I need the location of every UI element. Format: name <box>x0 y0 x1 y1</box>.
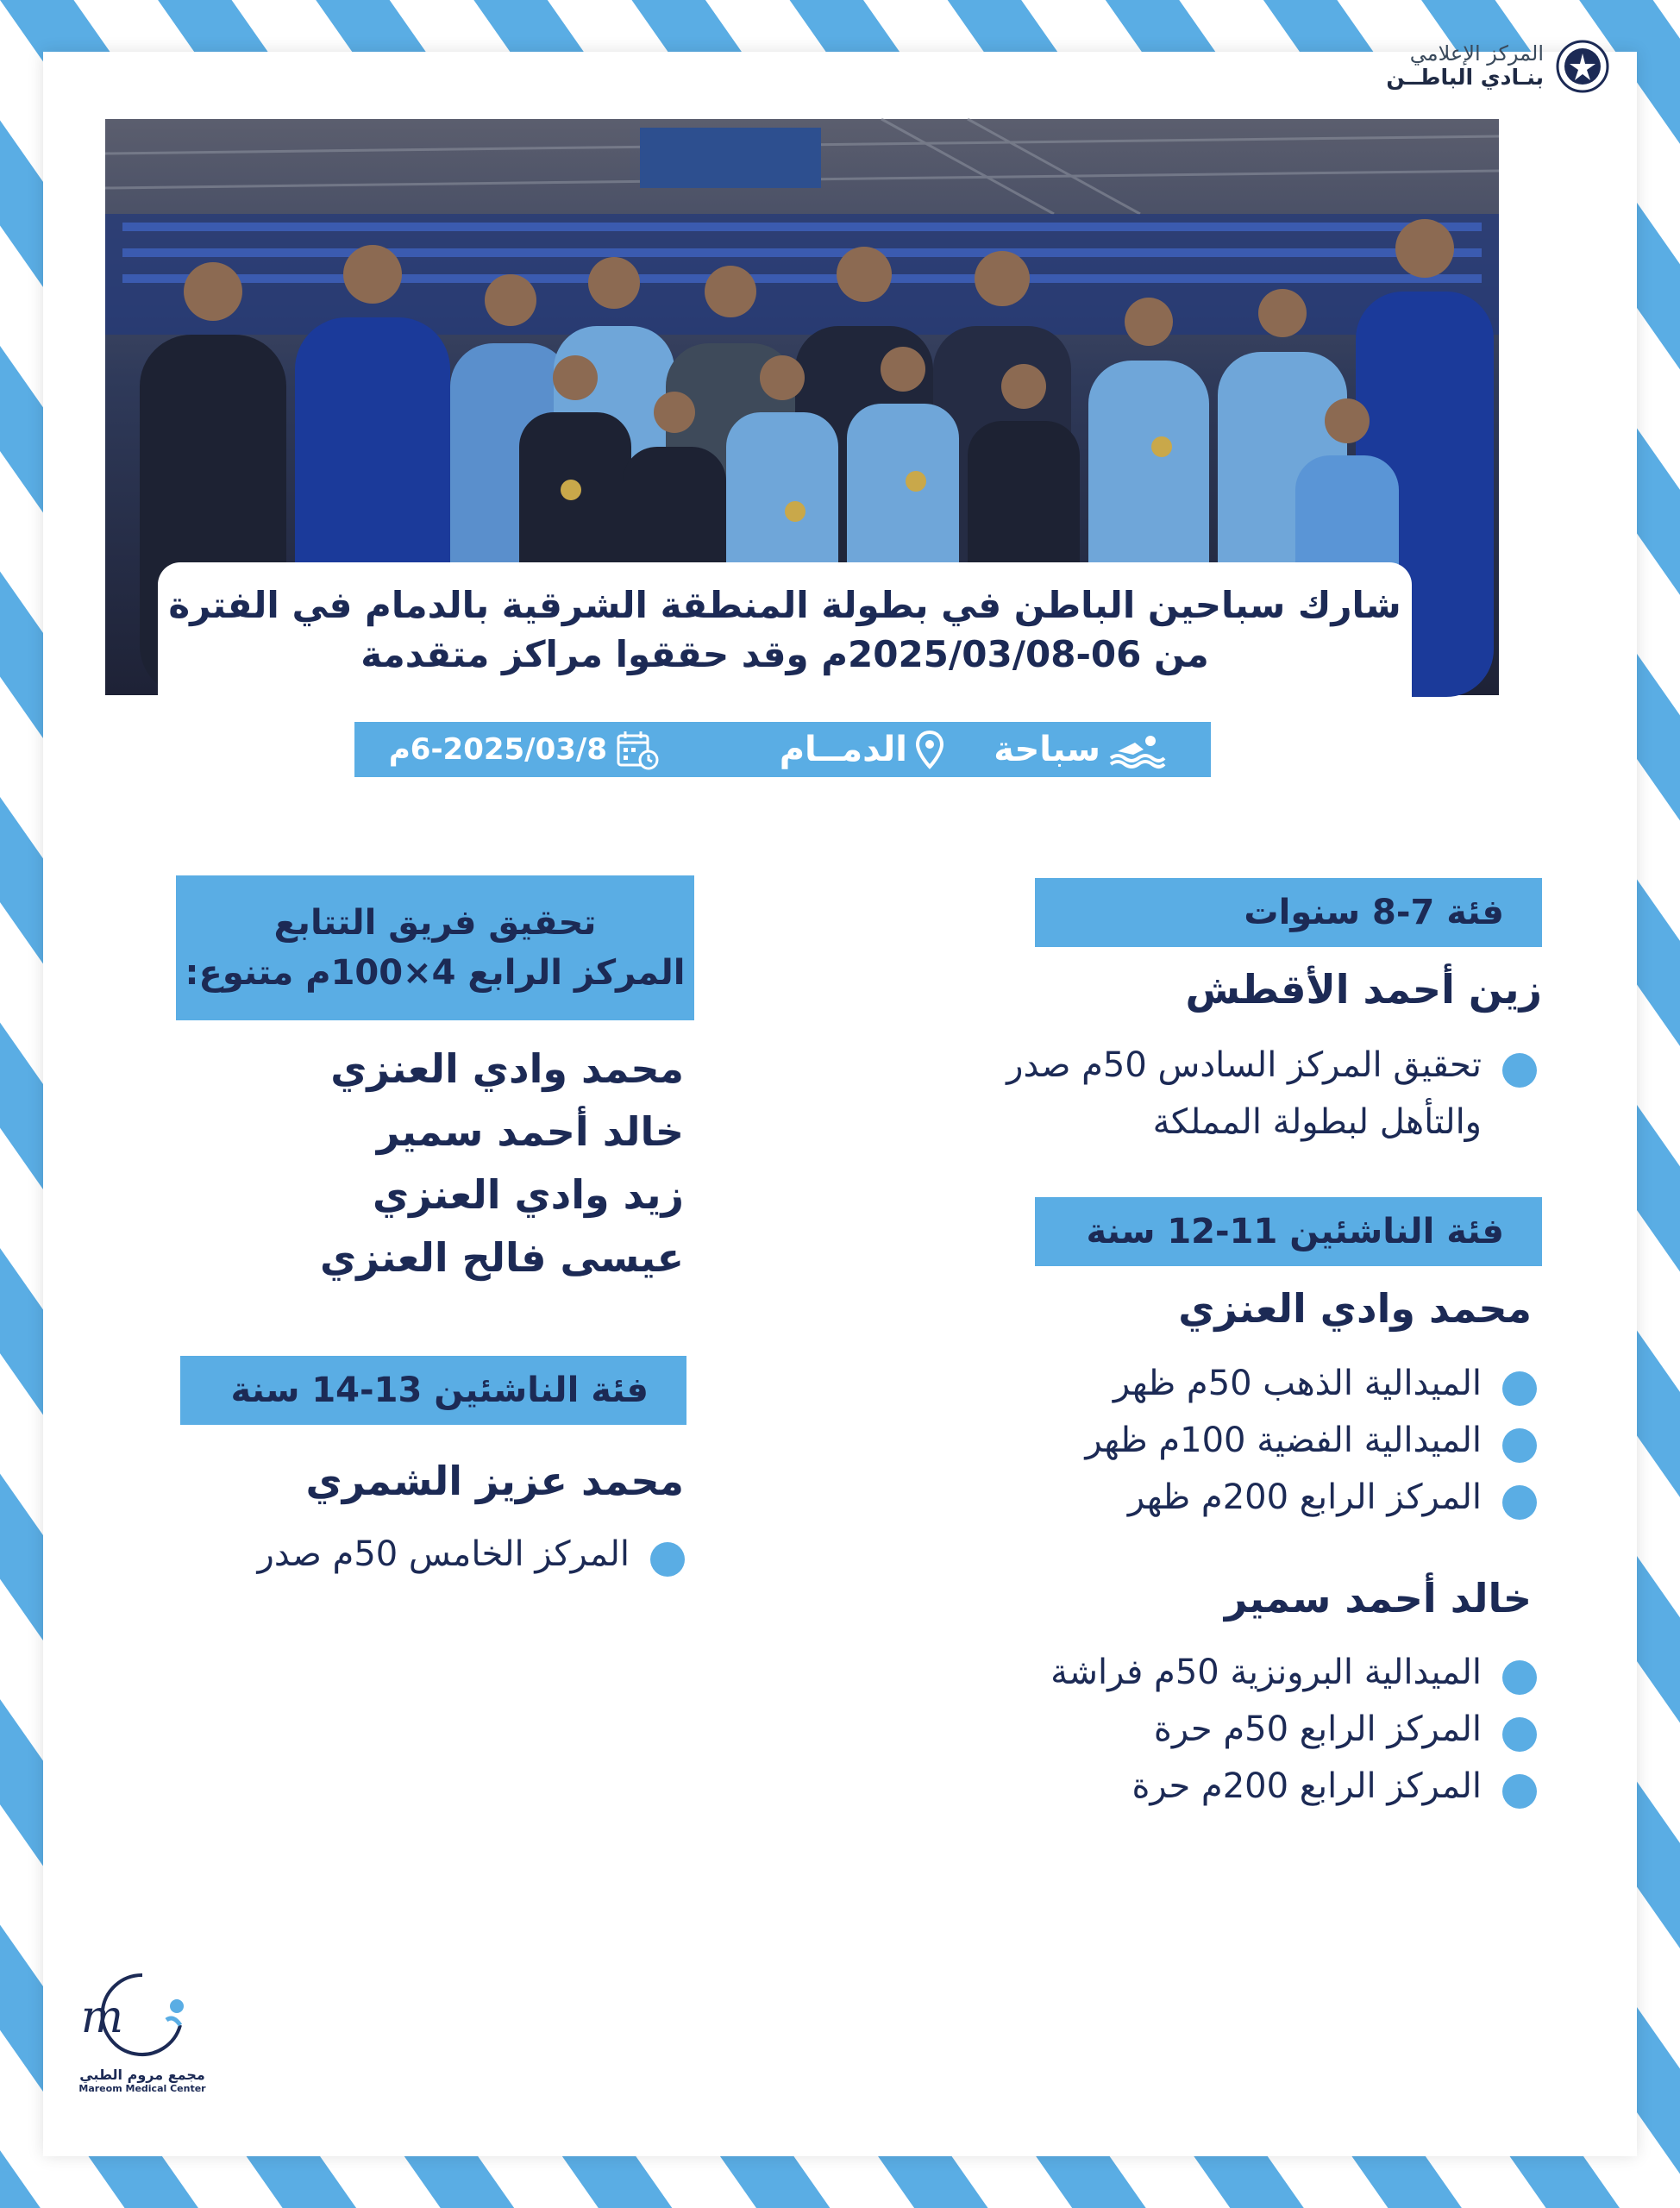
svg-text:m: m <box>80 1992 123 2043</box>
achievement-item: المركز الرابع 200م حرة <box>1131 1766 1482 1806</box>
sponsor-logo <box>78 1968 207 2094</box>
location-info <box>780 730 943 769</box>
bullet-dot <box>1502 1485 1537 1520</box>
swimmer-name-mohammed: محمد وادي العنزي <box>1178 1285 1532 1332</box>
club-name: بنـادي الباطــن <box>1386 65 1544 91</box>
headline-line-1: شارك سباحين الباطن في بطولة المنطقة الشرقية بالدمام في الفترة <box>168 584 1401 627</box>
mareom-logo-icon <box>80 1968 194 2063</box>
event-info-bar <box>354 722 1211 777</box>
relay-member: زيد وادي العنزي <box>372 1171 684 1218</box>
swimmer-name-khalid: خالد أحمد سمير <box>1224 1575 1532 1622</box>
achievement-item: تحقيق المركز السادس 50م صدر <box>1006 1045 1482 1085</box>
sponsor-name-ar: مجمع مروم الطبي <box>79 2067 205 2083</box>
swimming-icon <box>1109 732 1164 767</box>
category-11-12-label: فئة الناشئين 11-12 سنة <box>1035 1197 1542 1266</box>
achievement-item: الميدالية البرونزية 50م فراشة <box>1050 1653 1482 1692</box>
relay-title-line-2: المركز الرابع 4×100م متنوع: <box>185 953 686 993</box>
relay-title-line-1: تحقيق فريق التتابع <box>273 903 597 943</box>
achievement-item: المركز الرابع 200م ظهر <box>1127 1477 1482 1517</box>
bullet-dot <box>1502 1774 1537 1809</box>
achievement-item: المركز الخامس 50م صدر <box>257 1534 630 1574</box>
achievement-item: المركز الرابع 50م حرة <box>1153 1709 1482 1749</box>
bullet-dot <box>1502 1053 1537 1088</box>
achievement-item: الميدالية الفضية 100م ظهر <box>1085 1421 1482 1460</box>
bullet-dot <box>1502 1428 1537 1463</box>
date-info <box>389 729 659 770</box>
date-label: 6-2025/03/8م <box>388 732 607 767</box>
bullet-dot <box>650 1542 685 1577</box>
bullet-dot <box>1502 1717 1537 1752</box>
relay-member: عيسى فالح العنزي <box>320 1234 684 1281</box>
location-pin-icon <box>916 731 943 768</box>
category-7-8-label: فئة 7-8 سنوات <box>1035 878 1542 947</box>
club-media-center: المركز الإعلامي <box>1409 41 1544 66</box>
bullet-dot <box>1502 1371 1537 1406</box>
relay-team-title <box>176 875 694 1020</box>
swimmer-name-mohammed-aziz: محمد عزيز الشمري <box>305 1458 684 1504</box>
sport-label: سباحة <box>994 730 1100 769</box>
location-label: الدمــام <box>779 730 907 769</box>
achievement-item: الميدالية الذهب 50م ظهر <box>1113 1364 1482 1403</box>
achievement-item: والتأهل لبطولة المملكة <box>1152 1102 1482 1142</box>
club-logo <box>1386 40 1609 93</box>
category-13-14-label: فئة الناشئين 13-14 سنة <box>180 1356 686 1425</box>
headline-line-2: من 06-2025/03/08م وقد حققوا مراكز متقدمة <box>360 633 1209 675</box>
relay-member: خالد أحمد سمير <box>376 1108 684 1155</box>
headline-caption <box>158 562 1412 699</box>
bullet-dot <box>1502 1660 1537 1695</box>
swimmer-name-zain: زين أحمد الأقطش <box>1185 966 1542 1013</box>
sponsor-name-en: Mareom Medical Center <box>78 2083 206 2094</box>
relay-member: محمد وادي العنزي <box>330 1045 684 1092</box>
calendar-clock-icon <box>616 729 659 770</box>
sport-info <box>994 730 1164 769</box>
club-emblem-icon <box>1556 40 1609 93</box>
